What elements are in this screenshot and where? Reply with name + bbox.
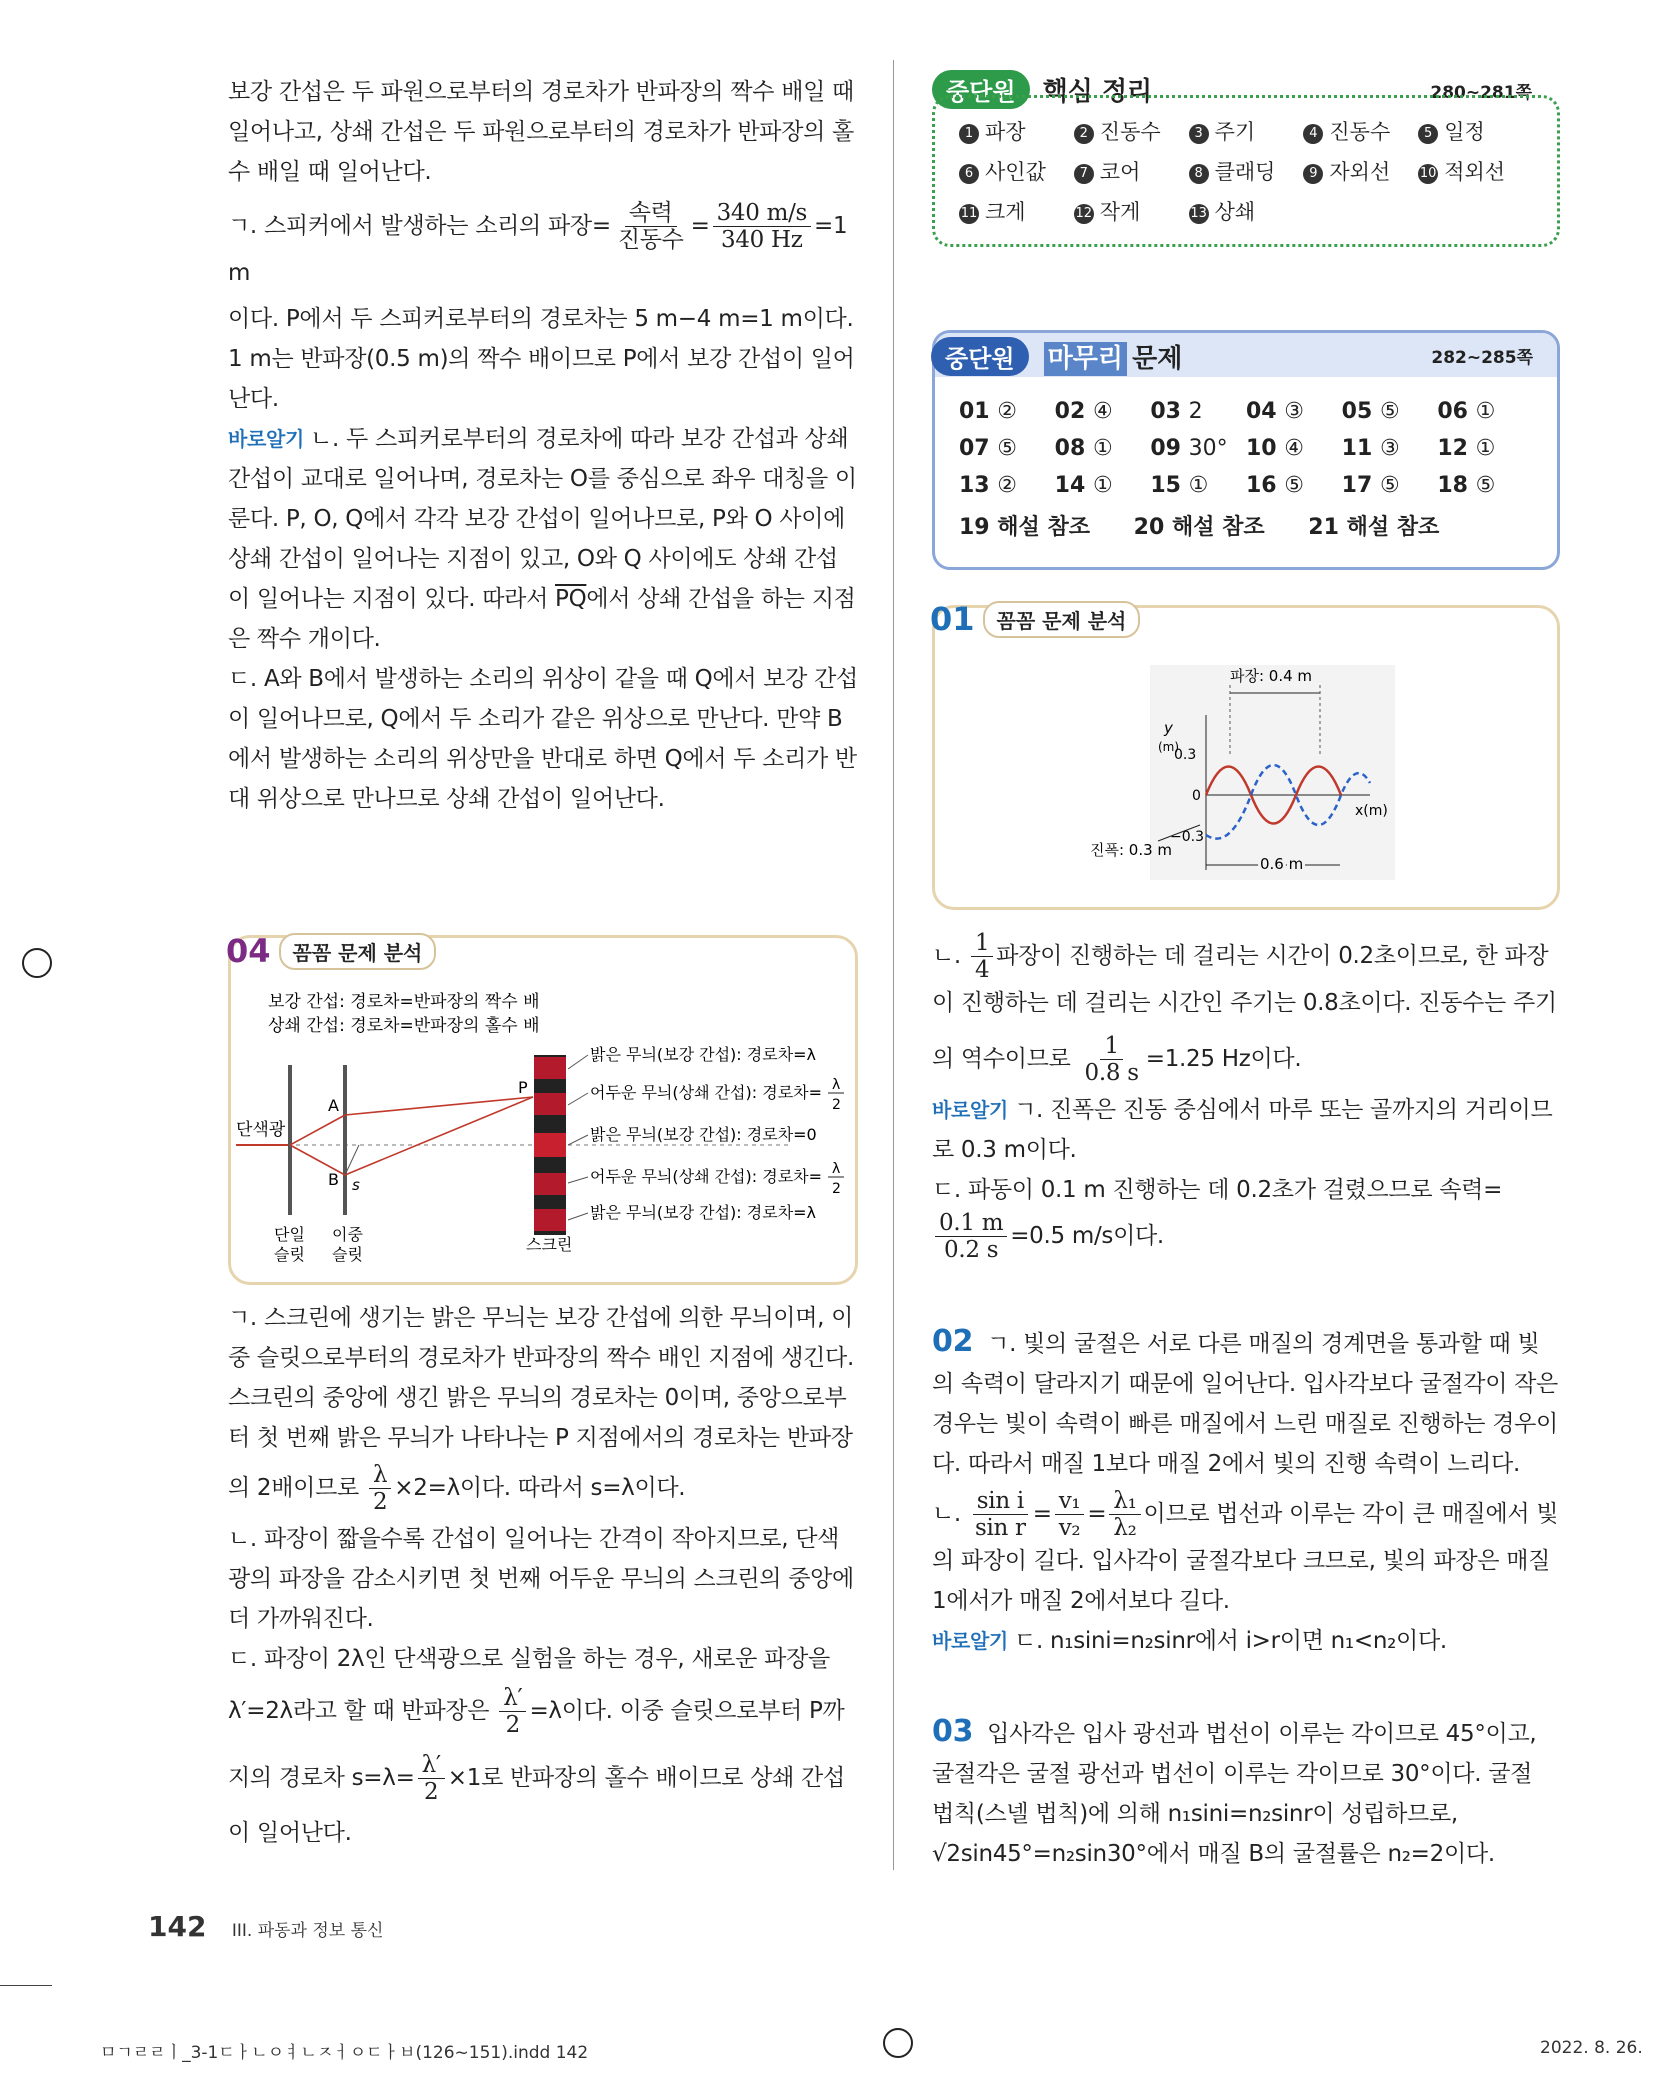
double-slit-diagram <box>228 985 858 1275</box>
summary-item <box>1189 156 1304 186</box>
answer-value: ④ <box>1284 436 1305 461</box>
q02-baro: 바로알기 <box>932 1629 1009 1653</box>
leader-4 <box>568 1177 588 1183</box>
fringe-label-4: 어두운 무늬(상쇄 간섭): 경로차= <box>590 1167 823 1186</box>
baro-label: 바로알기 <box>228 427 305 451</box>
answer-value: ⑤ <box>1379 473 1400 498</box>
answer-value: ③ <box>1284 399 1305 424</box>
answer-qnum: 12 <box>1437 436 1468 461</box>
summary-pages: 280~281쪽 <box>1430 83 1532 103</box>
label-b: B <box>328 1170 339 1189</box>
q04-label <box>226 932 436 970</box>
answer-value: ⑤ <box>1284 473 1305 498</box>
fringe-label-5: 밝은 무늬(보강 간섭): 경로차=λ <box>590 1203 817 1222</box>
circle-number: 9 <box>1303 164 1323 184</box>
print-date: 2022. 8. 26. <box>1540 2038 1643 2058</box>
left-column <box>228 72 858 819</box>
answer-item <box>1246 436 1342 461</box>
circle-number: 1 <box>959 124 979 144</box>
answer-item <box>1437 473 1533 498</box>
label-a: A <box>328 1096 339 1115</box>
summary-item <box>1074 196 1189 226</box>
answer-qnum: 01 <box>959 399 990 424</box>
answer-qnum: 06 <box>1437 399 1468 424</box>
circle-number: 6 <box>959 164 979 184</box>
answer-value: ① <box>1475 399 1496 424</box>
answer-item <box>1437 436 1533 461</box>
fringe-label-2: 어두운 무늬(상쇄 간섭): 경로차= <box>590 1083 823 1102</box>
y-tick-m03: −0.3 <box>1170 829 1204 845</box>
fringe-2 <box>534 1093 566 1115</box>
answer-qnum: 15 <box>1150 473 1181 498</box>
ref-row <box>959 510 1533 541</box>
answer-item <box>1055 473 1151 498</box>
slit1-label: 단일 <box>274 1225 305 1244</box>
summary-term: 코어 <box>1099 160 1141 184</box>
fringe-label-1: 밝은 무늬(보강 간섭): 경로차=λ <box>590 1045 817 1064</box>
circle-number: 7 <box>1074 164 1094 184</box>
ref-20-text: 해설 참조 <box>1171 515 1265 540</box>
answer-item <box>959 473 1055 498</box>
frac-lamp-half-2: $\frac{\lambda'}{2}$ <box>418 1752 445 1805</box>
q01-d: ㄷ. 파동이 0.1 m 진행하는 데 0.2초가 걸렸으므로 속력= <box>932 1177 1503 1203</box>
y-unit: (m) <box>1158 740 1180 754</box>
summary-item <box>1074 116 1189 146</box>
frac-lam-top-1: λ <box>832 1077 841 1093</box>
circle-number: 12 <box>1074 204 1094 224</box>
ref-20: 20 <box>1133 515 1165 540</box>
chapter-title: III. 파동과 정보 통신 <box>231 1921 384 1941</box>
answer-qnum: 05 <box>1341 399 1373 424</box>
slit2b-label: 슬릿 <box>332 1245 363 1264</box>
ref-21-text: 해설 참조 <box>1346 515 1440 540</box>
summary-term: 상쇄 <box>1214 200 1256 224</box>
file-info: ㅁㄱㄹㄹㅣ_3-1ㄷㅏㄴㅇㅕㄴㅈㅓㅇㄷㅏㅂ(126~151).indd 142 <box>100 2043 589 2063</box>
answer-qnum: 02 <box>1054 399 1086 424</box>
answer-qnum: 18 <box>1437 473 1468 498</box>
circle-number: 10 <box>1418 164 1438 184</box>
y-tick-03: 0.3 <box>1174 747 1197 763</box>
q02-num: 02 <box>932 1324 974 1359</box>
summary-item <box>1074 156 1189 186</box>
frac-lam-top-2: λ <box>832 1161 841 1177</box>
answer-value: ⑤ <box>1475 473 1496 498</box>
summary-term: 작게 <box>1099 200 1141 224</box>
n-text: 바로알기 ㄴ. 두 스피커로부터의 경로차에 따라 보강 간섭과 상쇄 간섭이 교대로 일어나며, 경로차는 O를 중심으로 좌우 대칭을 이룬다. P, O, Q에서 각각 보강 간섭이 일어나므로, P와 O 사이에 상쇄 간섭이 일어나는 지점이 있고, O와 Q 사이에도 상쇄 간섭이 일어나는 지점이 있다. 따라서 $\overline{PQ}$에서 상쇄 간섭을 하는 지점은 짝수 개이다. <box>228 426 857 652</box>
column-divider <box>893 60 894 1870</box>
q01-baro: 바로알기 <box>932 1098 1009 1122</box>
summary-item <box>1303 156 1418 186</box>
g2-text: 이다. P에서 두 스피커로부터의 경로차는 5 m−4 m=1 m이다. 1 m는 반파장(0.5 m)의 짝수 배이므로 P에서 보강 간섭이 일어난다. <box>228 306 855 412</box>
answer-qnum: 10 <box>1245 436 1277 461</box>
q04-d1: ㄷ. 파장이 2λ인 단색광으로 실험을 하는 경우, 새로운 파장을 <box>228 1646 830 1672</box>
answer-grid <box>959 399 1533 498</box>
double-slit <box>343 1065 347 1215</box>
slit2-label: 이중 <box>332 1225 363 1244</box>
summary-term: 파장 <box>985 120 1026 144</box>
single-slit <box>288 1065 292 1215</box>
circle-number: 8 <box>1189 164 1209 184</box>
q04-d3: 지의 경로차 s=λ= $\frac{\lambda'}{2}$ ×1로 반파장의 홀수 배이므로 상쇄 간섭 <box>228 1752 845 1805</box>
q02-n: ㄴ. $\frac{\text{sin i}}{\text{sin r}}$ = $\frac{\text{v₁}}{\text{v₂}}$ = $\frac{\text{λ₁}}{\text{λ₂}}$ 이므로 법선과 이루는 각이 큰 매질에서 빛의 파장이 길다. 입사각이 굴절각보다 크므로, 빛의 파장은 매질 1에서가 매질 2에서보다 길다. <box>932 1488 1559 1614</box>
review-pages: 282~285쪽 <box>1431 348 1533 368</box>
label-s: s <box>352 1176 360 1194</box>
fringe-5 <box>534 1209 566 1231</box>
summary-item <box>959 196 1074 226</box>
leader-1 <box>568 1055 588 1069</box>
q02-g: 02 ㄱ. 빛의 굴절은 서로 다른 매질의 경계면을 통과할 때 빛의 속력이 달라지기 때문에 일어난다. 입사각보다 굴절각이 작은 경우는 빛이 속력이 빠른 매질에서 느린 매질로 진행하는 경우이다. 따라서 매질 1보다 매질 2에서 빛의 진행 속력이 느리다. <box>932 1324 1558 1477</box>
summary-item <box>1303 116 1418 146</box>
frac-two-1: 2 <box>832 1097 841 1113</box>
answer-qnum: 07 <box>959 436 990 461</box>
q04-tag: 꼼꼼 문제 분석 <box>279 933 437 970</box>
circle-number: 3 <box>1189 124 1209 144</box>
answer-item <box>1342 436 1438 461</box>
registration-mark-left <box>22 948 52 978</box>
answer-item <box>1246 473 1342 498</box>
answer-item <box>1055 399 1151 424</box>
wavelength-label: 파장: 0.4 m <box>1230 667 1313 685</box>
q04-d4: 이 일어난다. <box>228 1820 352 1846</box>
summary-term: 클래딩 <box>1214 160 1276 184</box>
circle-number: 13 <box>1189 204 1209 224</box>
frac-speed: $\frac{\text{속력}}{\text{진동수}}$ <box>617 200 684 253</box>
answer-item <box>959 399 1055 424</box>
page-number: 142 <box>148 1910 207 1943</box>
ref-19-text: 해설 참조 <box>997 515 1090 540</box>
answer-value: 2 <box>1188 399 1203 424</box>
circle-number: 11 <box>959 204 979 224</box>
leader-5 <box>568 1213 588 1220</box>
answer-item <box>1437 399 1533 424</box>
answer-value: ① <box>1092 473 1113 498</box>
footer-rule <box>0 1985 52 1986</box>
frac-sin: $\frac{\text{sin i}}{\text{sin r}}$ <box>971 1488 1030 1541</box>
intro-text: 보강 간섭은 두 파원으로부터의 경로차가 반파장의 짝수 배일 때 일어나고, 상쇄 간섭은 두 파원으로부터의 경로차가 반파장의 홀수 배일 때 일어난다. <box>228 79 854 185</box>
rule-destructive: 상쇄 간섭: 경로차=반파장의 홀수 배 <box>268 1016 540 1036</box>
circle-number: 2 <box>1074 124 1094 144</box>
slit1b-label: 슬릿 <box>274 1245 305 1264</box>
answer-value: ① <box>1475 436 1496 461</box>
summary-item <box>1418 116 1533 146</box>
answer-qnum: 13 <box>959 473 990 498</box>
review-header <box>935 333 1557 377</box>
answer-value: ⑤ <box>997 436 1018 461</box>
answer-value: ④ <box>1092 399 1113 424</box>
path-bp <box>345 1097 533 1175</box>
answer-value: ⑤ <box>1379 399 1400 424</box>
q04-d2: λ′=2λ라고 할 때 반파장은 $\frac{\lambda'}{2}$ =λ이다. 이중 슬릿으로부터 P까 <box>228 1685 845 1738</box>
frac-period: $\frac{1}{0.8 s}$ <box>1084 1033 1139 1086</box>
fringe-label-3: 밝은 무늬(보강 간섭): 경로차=0 <box>590 1125 817 1144</box>
frac-values: $\frac{340 m/s}{340 Hz}$ <box>713 200 811 253</box>
frac-two-2: 2 <box>832 1181 841 1197</box>
q01-tag: 꼼꼼 문제 분석 <box>983 601 1141 638</box>
fringe-4 <box>534 1173 566 1195</box>
q03-text <box>932 1712 1560 1874</box>
summary-pill: 중단원 <box>932 70 1030 109</box>
answer-item <box>1150 399 1246 424</box>
q03-t: 03 입사각은 입사 광선과 법선이 이루는 각이므로 45°이고, 굴절각은 굴절 광선과 법선이 이루는 각이므로 30°이다. 굴절 법칙(스넬 법칙)에 의해 n₁sini=n₂sinr이 성립하므로, √2sin45°=n₂sin30°에서 매질 B의 굴절률은 n₂=2이다. <box>932 1714 1537 1867</box>
y-tick-0: 0 <box>1192 788 1201 804</box>
answer-qnum: 04 <box>1245 399 1277 424</box>
summary-item <box>1418 156 1533 186</box>
summary-term: 일정 <box>1444 120 1485 144</box>
q01-d2: $\frac{0.1 m}{0.2 s}$ =0.5 m/s이다. <box>932 1210 1560 1263</box>
answer-item <box>959 436 1055 461</box>
answer-item <box>1246 399 1342 424</box>
summary-term: 사인값 <box>985 160 1046 184</box>
q01-num: 01 <box>930 600 975 638</box>
summary-term: 진동수 <box>1099 120 1161 144</box>
review-title-2: 문제 <box>1132 344 1183 374</box>
q02-text <box>932 1322 1560 1661</box>
answer-value: ① <box>1092 436 1113 461</box>
summary-item <box>959 116 1074 146</box>
summary-item <box>1189 116 1304 146</box>
d-text: ㄷ. A와 B에서 발생하는 소리의 위상이 같을 때 Q에서 보강 간섭이 일어나므로, Q에서 두 소리가 같은 위상으로 만난다. 만약 B에서 발생하는 소리의 위상만을 반대로 하면 Q에서 두 소리가 반대 위상으로 만나므로 상쇄 간섭이 일어난다. <box>228 666 858 812</box>
answer-qnum: 09 <box>1150 436 1181 461</box>
q04-g2: 의 2배이므로 $\frac{\lambda}{2}$ ×2=λ이다. 따라서 s=λ이다. <box>228 1462 686 1515</box>
answer-value: ② <box>997 473 1018 498</box>
q03-num: 03 <box>932 1714 974 1749</box>
q04-g: ㄱ. 스크린에 생기는 밝은 무늬는 보강 간섭에 의한 무늬이며, 이중 슬릿으로부터의 경로차가 반파장의 짝수 배인 지점에 생긴다. 스크린의 중앙에 생긴 밝은 무늬의 경로차는 0이며, 중앙으로부터 첫 번째 밝은 무늬가 나타나는 P 지점에서의 경로차는 반파장 <box>228 1305 854 1451</box>
amplitude-label: 진폭: 0.3 m <box>1090 841 1173 859</box>
answer-qnum: 16 <box>1245 473 1277 498</box>
summary-term: 진동수 <box>1329 120 1391 144</box>
source-label: 단색광 <box>236 1120 286 1140</box>
answer-value: 30° <box>1188 436 1228 461</box>
frac-half: $\frac{\lambda}{2}$ <box>369 1462 391 1515</box>
summary-title: 핵심 정리 <box>1042 77 1153 107</box>
q01-n1: ㄴ. $\frac{1}{4}$ 파장이 진행하는 데 걸리는 시간이 0.2초이므로, 한 파장이 진행하는 데 걸리는 시간인 주기는 0.8초이다. 진동수는 주기 <box>932 930 1557 1016</box>
q02-d: 바로알기 ㄷ. n₁sini=n₂sinr에서 i>r이면 n₁<n₂이다. <box>932 1628 1447 1654</box>
q01-label <box>930 600 1140 638</box>
wave-graph <box>1070 655 1430 885</box>
frac-quarter: $\frac{1}{4}$ <box>971 930 993 983</box>
screen-label: 스크린 <box>526 1235 573 1254</box>
answer-item <box>1150 436 1246 461</box>
leader-2 <box>568 1093 588 1105</box>
pq-overline: $\overline{PQ}$ <box>555 586 587 612</box>
q04-text <box>228 1298 858 1853</box>
summary-term: 적외선 <box>1444 160 1506 184</box>
q01-text <box>932 930 1560 1263</box>
answer-qnum: 14 <box>1054 473 1086 498</box>
answer-item <box>1342 473 1438 498</box>
q01-n2: 의 역수이므로 $\frac{1}{0.8 s}$ =1.25 Hz이다. <box>932 1033 1302 1086</box>
registration-mark-bottom <box>883 2028 913 2058</box>
circle-number: 5 <box>1418 124 1438 144</box>
path-ap <box>345 1097 533 1115</box>
fringe-3 <box>534 1133 566 1157</box>
q01-g: 바로알기 ㄱ. 진폭은 진동 중심에서 마루 또는 골까지의 거리이므로 0.3 m이다. <box>932 1097 1553 1163</box>
answer-item <box>1342 399 1438 424</box>
answer-value: ② <box>997 399 1018 424</box>
answer-item <box>1150 473 1246 498</box>
g-pre: ㄱ. 스피커에서 발생하는 소리의 파장= <box>228 213 611 239</box>
label-p: P <box>518 1078 528 1097</box>
review-title-1: 마무리 <box>1044 342 1127 376</box>
summary-term: 크게 <box>985 200 1026 224</box>
answer-value: ③ <box>1379 436 1400 461</box>
answer-qnum: 11 <box>1341 436 1373 461</box>
frac-lambda: $\frac{\text{λ₁}}{\text{λ₂}}$ <box>1109 1488 1140 1541</box>
rule-constructive: 보강 간섭: 경로차=반파장의 짝수 배 <box>268 992 540 1012</box>
summary-term: 자외선 <box>1329 160 1391 184</box>
ray-a <box>290 1115 345 1145</box>
summary-grid <box>959 116 1533 226</box>
answer-qnum: 17 <box>1341 473 1373 498</box>
summary-box <box>932 95 1560 247</box>
circle-number: 4 <box>1303 124 1323 144</box>
summary-item <box>959 156 1074 186</box>
review-box <box>932 330 1560 570</box>
leader-3 <box>568 1135 588 1145</box>
frac-speed-calc: $\frac{0.1 m}{0.2 s}$ <box>935 1210 1007 1263</box>
y-axis-label: y <box>1164 719 1173 737</box>
answer-item <box>1055 436 1151 461</box>
answer-qnum: 08 <box>1054 436 1086 461</box>
distance-label: 0.6 m <box>1260 855 1304 873</box>
q04-num: 04 <box>226 932 271 970</box>
answer-value: ① <box>1188 473 1209 498</box>
page-footer <box>148 1910 383 1943</box>
q04-n: ㄴ. 파장이 짧을수록 간섭이 일어나는 간격이 작아지므로, 단색광의 파장을 감소시키면 첫 번째 어두운 무늬의 스크린의 중앙에 더 가까워진다. <box>228 1526 854 1632</box>
x-axis-label: x(m) <box>1355 803 1388 819</box>
frac-v: $\frac{\text{v₁}}{\text{v₂}}$ <box>1055 1488 1085 1541</box>
answer-qnum: 03 <box>1150 399 1181 424</box>
ref-21: 21 <box>1308 515 1339 540</box>
ref-19: 19 <box>959 515 990 540</box>
frac-lamp-half: $\frac{\lambda'}{2}$ <box>499 1685 526 1738</box>
fringe-1 <box>534 1057 566 1079</box>
summary-term: 주기 <box>1214 120 1256 144</box>
summary-item <box>1189 196 1304 226</box>
g-line: ㄱ. 스피커에서 발생하는 소리의 파장= $\frac{\text{속력}}{\text{진동수}}$ = $\frac{340 m/s}{340 Hz}$ =1 m <box>228 200 848 286</box>
review-pill: 중단원 <box>931 337 1029 376</box>
